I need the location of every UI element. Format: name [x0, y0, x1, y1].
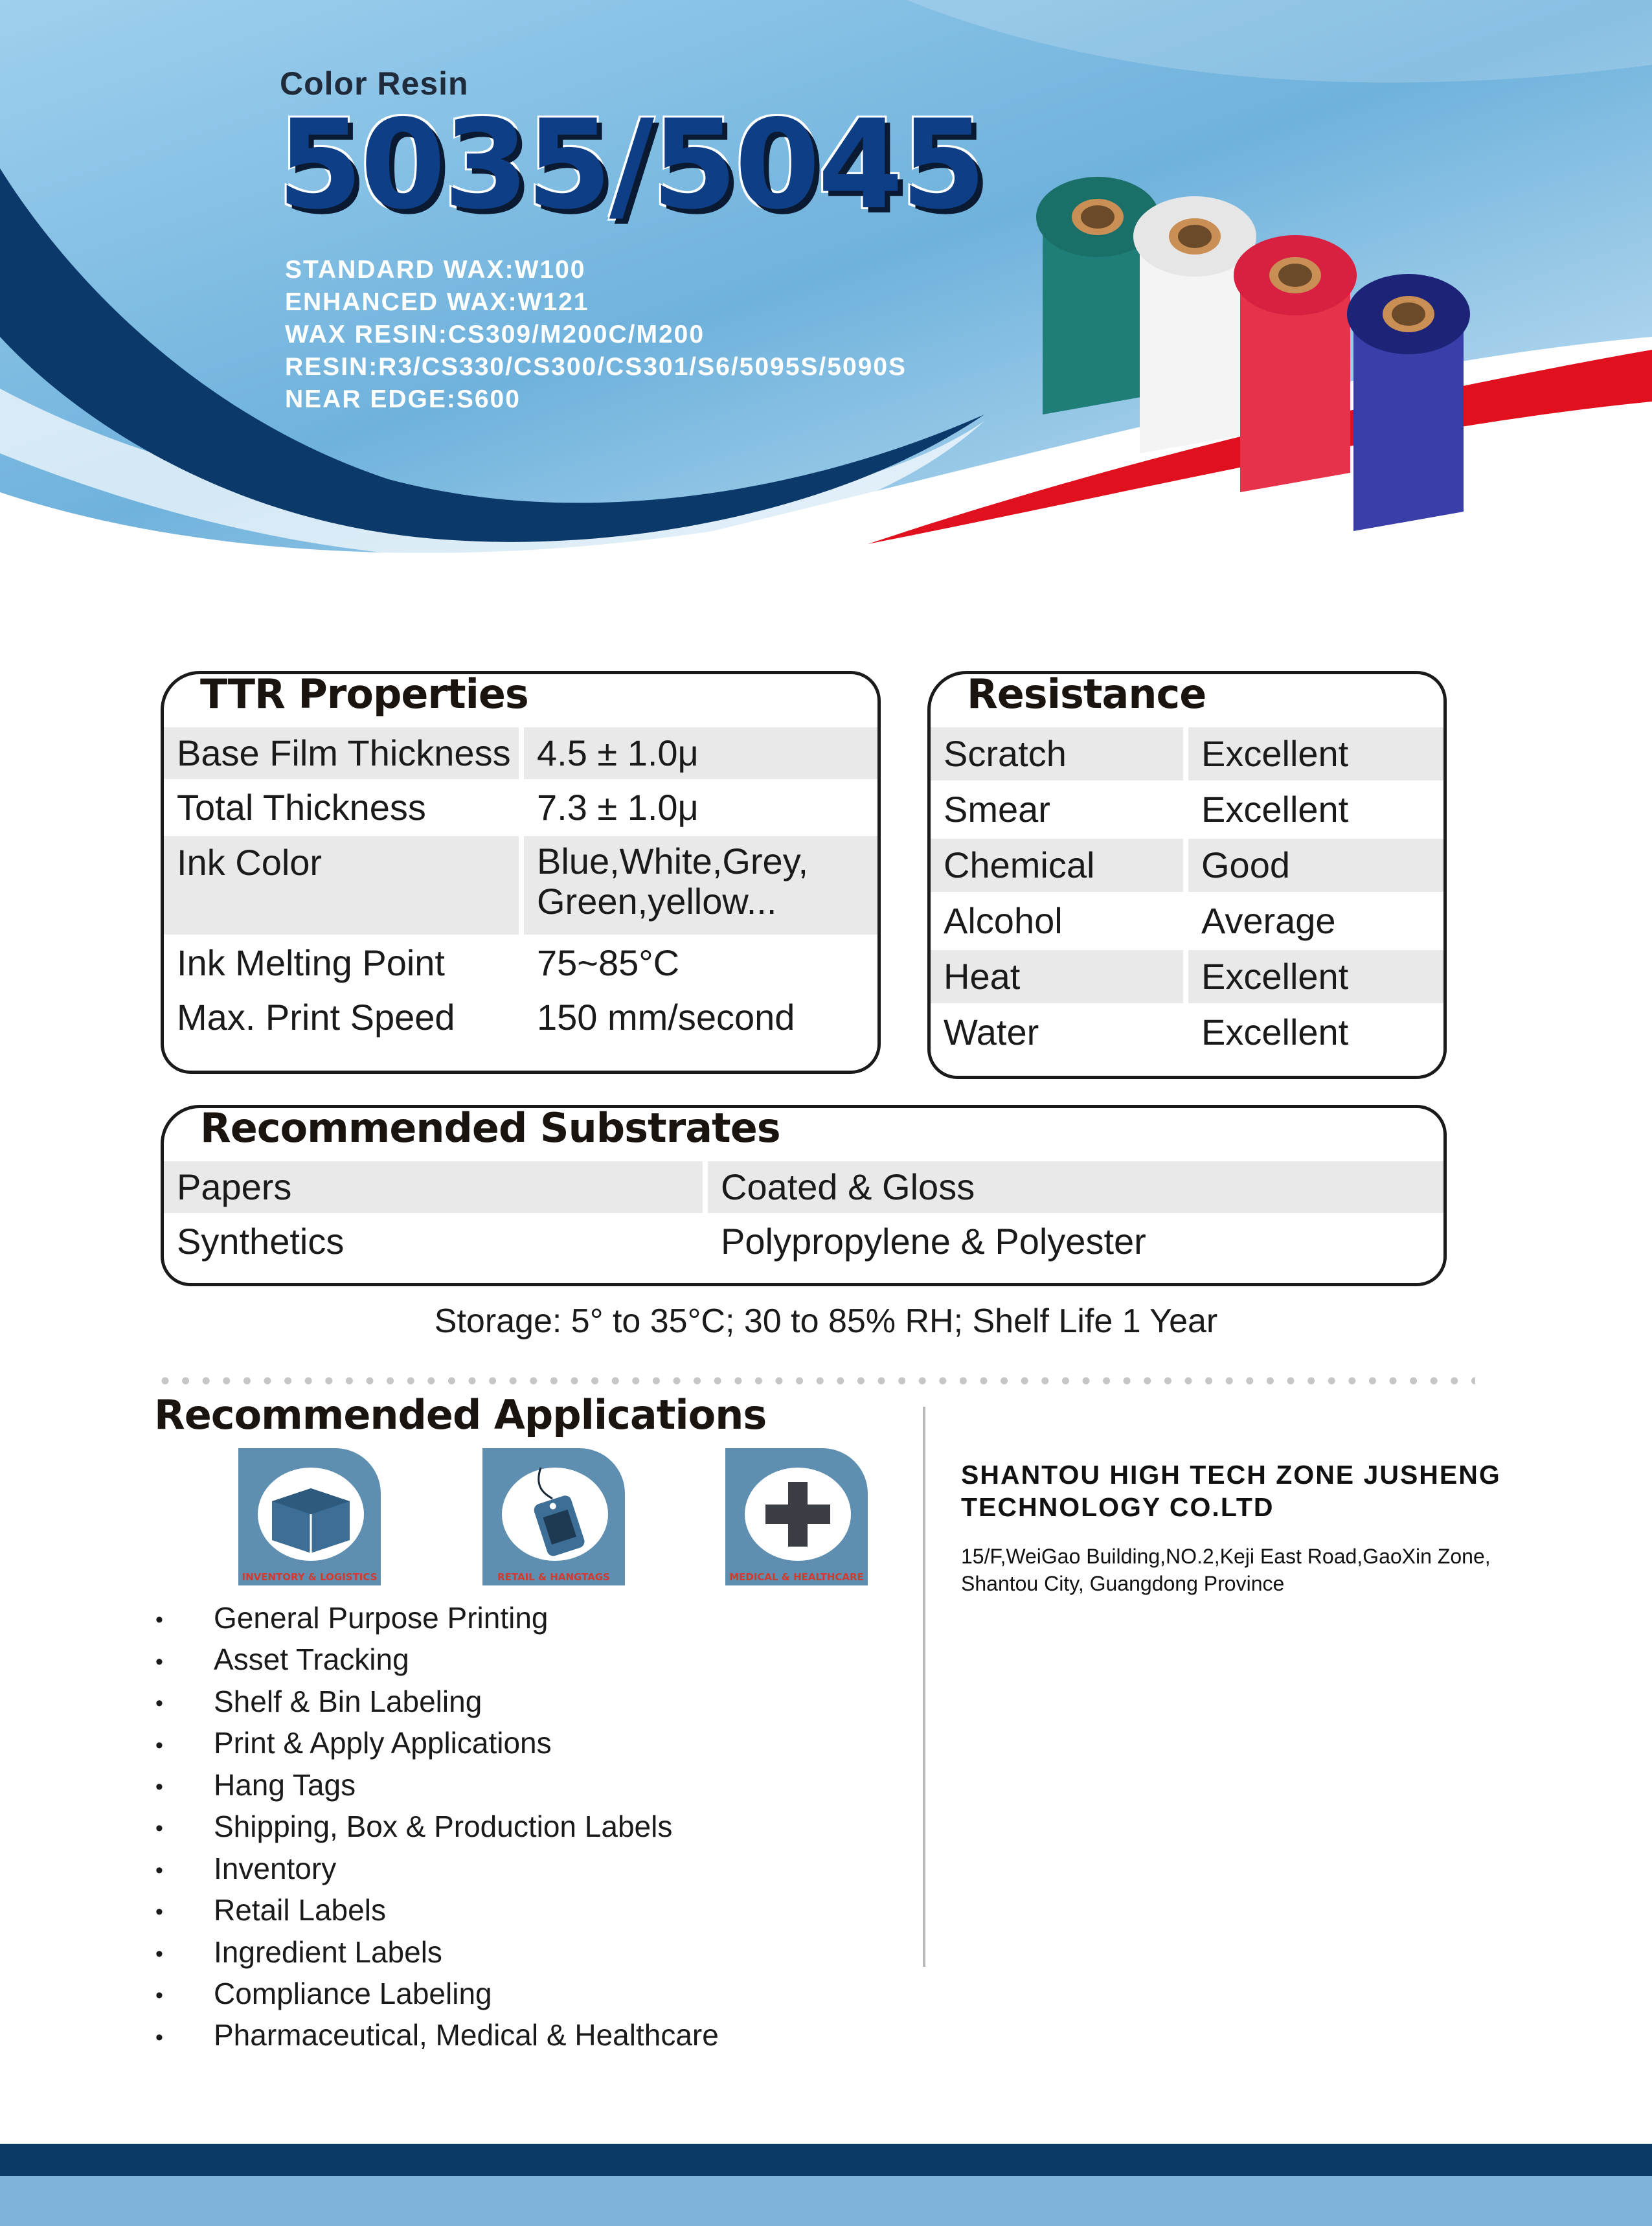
footer-band-light [0, 2176, 1652, 2226]
divider-dot [284, 1378, 291, 1385]
resistance-label: Alcohol [944, 900, 1063, 941]
divider-dot [837, 1378, 844, 1385]
bullet-icon: • [155, 1983, 163, 2008]
ttr-label: Base Film Thickness [164, 727, 519, 779]
resistance-value: Good [1188, 839, 1443, 892]
table-row [931, 1006, 1443, 1059]
divider-dot [1431, 1378, 1438, 1385]
resistance-label: Water [944, 1012, 1039, 1052]
table-row [164, 836, 877, 935]
white-roll [1133, 196, 1256, 453]
divider-dot [550, 1378, 558, 1385]
divider-dot [857, 1378, 865, 1385]
list-item [155, 2016, 719, 2057]
company-name-line: TECHNOLOGY CO.LTD [961, 1492, 1274, 1522]
divider-dot [1369, 1378, 1376, 1385]
divider-dot [714, 1378, 721, 1385]
divider-dot [1062, 1378, 1069, 1385]
product-model-title: 5035/5045 [277, 93, 984, 236]
bullet-icon: • [155, 1941, 163, 1966]
substrate-label: Synthetics [177, 1221, 345, 1262]
divider-dot [203, 1378, 210, 1385]
product-category: Color Resin [280, 65, 469, 102]
retail-hangtags-icon-tile [482, 1448, 625, 1585]
table-row [164, 727, 877, 779]
divider-dot [1083, 1378, 1090, 1385]
bullet-icon: • [155, 1732, 163, 1758]
divider-dot [1287, 1378, 1295, 1385]
divider-dot [489, 1378, 496, 1385]
table-row [931, 783, 1443, 836]
divider-dot [367, 1378, 374, 1385]
resistance-label: Smear [944, 789, 1050, 830]
table-row [164, 782, 877, 834]
divider-dot [387, 1378, 394, 1385]
divider-dot [325, 1378, 332, 1385]
substrates-box [161, 1105, 1447, 1286]
bullet-icon: • [155, 1774, 163, 1799]
divider-dot [1164, 1378, 1171, 1385]
bullet-icon: • [155, 1607, 163, 1633]
divider-dot [734, 1378, 741, 1385]
ttr-label: Ink Color [164, 836, 519, 935]
storage-info: Storage: 5° to 35°C; 30 to 85% RH; Shelf Life 1 Year [434, 1302, 1218, 1340]
app-icon-caption: RETAIL & HANGTAGS [497, 1571, 610, 1583]
substrate-label: Papers [164, 1161, 703, 1213]
resistance-value: Excellent [1188, 727, 1443, 780]
application-text: Asset Tracking [214, 1642, 409, 1677]
divider-dot [1267, 1378, 1274, 1385]
divider-dot [1246, 1378, 1253, 1385]
table-row [931, 894, 1443, 948]
bullet-icon: • [155, 1900, 163, 1925]
ttr-label: Ink Melting Point [177, 942, 445, 983]
bullet-icon: • [155, 1816, 163, 1841]
divider-dot [980, 1378, 988, 1385]
divider-dot [223, 1378, 230, 1385]
divider-dot [755, 1378, 762, 1385]
box-icon [238, 1448, 381, 1585]
ttr-value: 4.5 ± 1.0μ [524, 727, 877, 779]
divider-dot [182, 1378, 189, 1385]
table-row [931, 727, 1443, 780]
divider-dot [1390, 1378, 1397, 1385]
application-text: Print & Apply Applications [214, 1726, 552, 1760]
divider-dot [1348, 1378, 1355, 1385]
resistance-label: Scratch [931, 727, 1183, 780]
divider-dot [1226, 1378, 1233, 1385]
list-item [155, 1849, 719, 1891]
ttr-label: Total Thickness [177, 787, 426, 828]
divider-dot [530, 1378, 537, 1385]
table-row [164, 1161, 1443, 1213]
medical-cross-icon [725, 1448, 868, 1585]
red-roll [1234, 235, 1357, 492]
application-text: General Purpose Printing [214, 1601, 549, 1635]
company-name-line: SHANTOU HIGH TECH ZONE JUSHENG [961, 1460, 1501, 1490]
app-icon-caption: INVENTORY & LOGISTICS [242, 1571, 378, 1583]
substrates-title: Recommended Substrates [200, 1104, 780, 1152]
compat-standard-wax: STANDARD WAX:W100 [285, 256, 586, 284]
compat-near-edge: NEAR EDGE:S600 [285, 385, 521, 413]
tag-icon [482, 1448, 625, 1585]
ttr-value: 75~85°C [537, 942, 680, 983]
list-item [155, 1598, 719, 1640]
divider-dot [1185, 1378, 1192, 1385]
divider-dot [1124, 1378, 1131, 1385]
divider-dot [243, 1378, 251, 1385]
application-text: Shipping, Box & Production Labels [214, 1810, 673, 1844]
list-item [155, 1933, 719, 1974]
divider-dot [264, 1378, 271, 1385]
bullet-icon: • [155, 2025, 163, 2050]
divider-dot [919, 1378, 926, 1385]
list-item [155, 1723, 719, 1765]
divider-dot [1307, 1378, 1315, 1385]
application-text: Ingredient Labels [214, 1935, 442, 1969]
divider-dot [878, 1378, 885, 1385]
bullet-icon: • [155, 1691, 163, 1716]
applications-list [155, 1598, 719, 2058]
resistance-title: Resistance [967, 670, 1206, 718]
application-text: Retail Labels [214, 1893, 386, 1927]
divider-dot [1041, 1378, 1048, 1385]
divider-dot [939, 1378, 946, 1385]
divider-dot [1328, 1378, 1335, 1385]
ttr-properties-title: TTR Properties [200, 670, 528, 718]
list-item [155, 1640, 719, 1681]
compatibility-list [285, 254, 907, 416]
substrate-value: Polypropylene & Polyester [721, 1221, 1146, 1262]
divider-dot [427, 1378, 435, 1385]
divider-dot [1144, 1378, 1151, 1385]
divider-dot [776, 1378, 783, 1385]
ttr-label: Max. Print Speed [177, 997, 455, 1038]
resistance-label: Heat [931, 950, 1183, 1003]
application-text: Pharmaceutical, Medical & Healthcare [214, 2018, 719, 2052]
divider-dot [1471, 1378, 1475, 1385]
divider-dot [448, 1378, 455, 1385]
address-line: Shantou City, Guangdong Province [961, 1572, 1285, 1595]
ttr-properties-box [161, 671, 881, 1074]
resistance-value: Excellent [1188, 950, 1443, 1003]
list-item [155, 1766, 719, 1807]
list-item [155, 1891, 719, 1932]
divider-dot [817, 1378, 824, 1385]
divider-dot [1410, 1378, 1417, 1385]
table-row [164, 1216, 1443, 1267]
divider-dot [612, 1378, 619, 1385]
app-icon-caption: MEDICAL & HEALTHCARE [729, 1571, 864, 1583]
ttr-value: 7.3 ± 1.0μ [537, 787, 699, 828]
blue-roll [1347, 274, 1470, 531]
list-item [155, 1682, 719, 1723]
footer-band-dark [0, 2144, 1652, 2176]
resistance-label: Chemical [931, 839, 1183, 892]
vertical-divider [923, 1407, 925, 1967]
divider-dot [571, 1378, 578, 1385]
ribbon-rolls-image [1017, 175, 1509, 538]
substrate-value: Coated & Gloss [708, 1161, 1443, 1213]
resistance-value: Excellent [1201, 1012, 1349, 1052]
table-row [164, 992, 877, 1043]
applications-title: Recommended Applications [154, 1391, 767, 1438]
compat-wax-resin: WAX RESIN:CS309/M200C/M200 [285, 321, 705, 348]
divider-dot [960, 1378, 967, 1385]
dotted-divider [161, 1376, 1475, 1385]
application-text: Inventory [214, 1851, 337, 1885]
divider-dot [162, 1378, 169, 1385]
compat-enhanced-wax: ENHANCED WAX:W121 [285, 288, 589, 316]
divider-dot [1451, 1378, 1458, 1385]
bullet-icon: • [155, 1857, 163, 1883]
application-text: Shelf & Bin Labeling [214, 1684, 482, 1718]
table-row [164, 937, 877, 989]
medical-healthcare-icon-tile [725, 1448, 868, 1585]
divider-dot [673, 1378, 681, 1385]
divider-dot [653, 1378, 660, 1385]
divider-dot [632, 1378, 639, 1385]
divider-dot [510, 1378, 517, 1385]
divider-dot [1205, 1378, 1212, 1385]
divider-dot [1021, 1378, 1028, 1385]
divider-dot [796, 1378, 803, 1385]
application-text: Compliance Labeling [214, 1976, 492, 2010]
resistance-value: Average [1201, 900, 1336, 941]
divider-dot [469, 1378, 476, 1385]
address-line: 15/F,WeiGao Building,NO.2,Keji East Road,GaoXin Zone, [961, 1545, 1491, 1568]
table-row [931, 839, 1443, 892]
compat-resin: RESIN:R3/CS330/CS300/CS301/S6/5095S/5090S [285, 353, 907, 381]
ttr-value-line: Blue,White,Grey, [537, 841, 809, 881]
list-item [155, 1807, 719, 1848]
application-text: Hang Tags [214, 1767, 356, 1802]
divider-dot [1001, 1378, 1008, 1385]
resistance-value: Excellent [1201, 789, 1349, 830]
company-address [961, 1543, 1491, 1597]
divider-dot [305, 1378, 312, 1385]
list-item [155, 1974, 719, 2016]
ttr-value [524, 836, 877, 935]
bullet-icon: • [155, 1649, 163, 1674]
ttr-value: 150 mm/second [537, 997, 795, 1038]
divider-dot [694, 1378, 701, 1385]
table-row [931, 950, 1443, 1003]
divider-dot [1103, 1378, 1110, 1385]
divider-dot [898, 1378, 905, 1385]
ttr-value-line: Green,yellow... [537, 881, 777, 922]
divider-dot [591, 1378, 598, 1385]
divider-dot [346, 1378, 353, 1385]
divider-dot [407, 1378, 414, 1385]
resistance-box [927, 671, 1447, 1079]
inventory-logistics-icon-tile [238, 1448, 381, 1585]
company-name [961, 1459, 1501, 1523]
